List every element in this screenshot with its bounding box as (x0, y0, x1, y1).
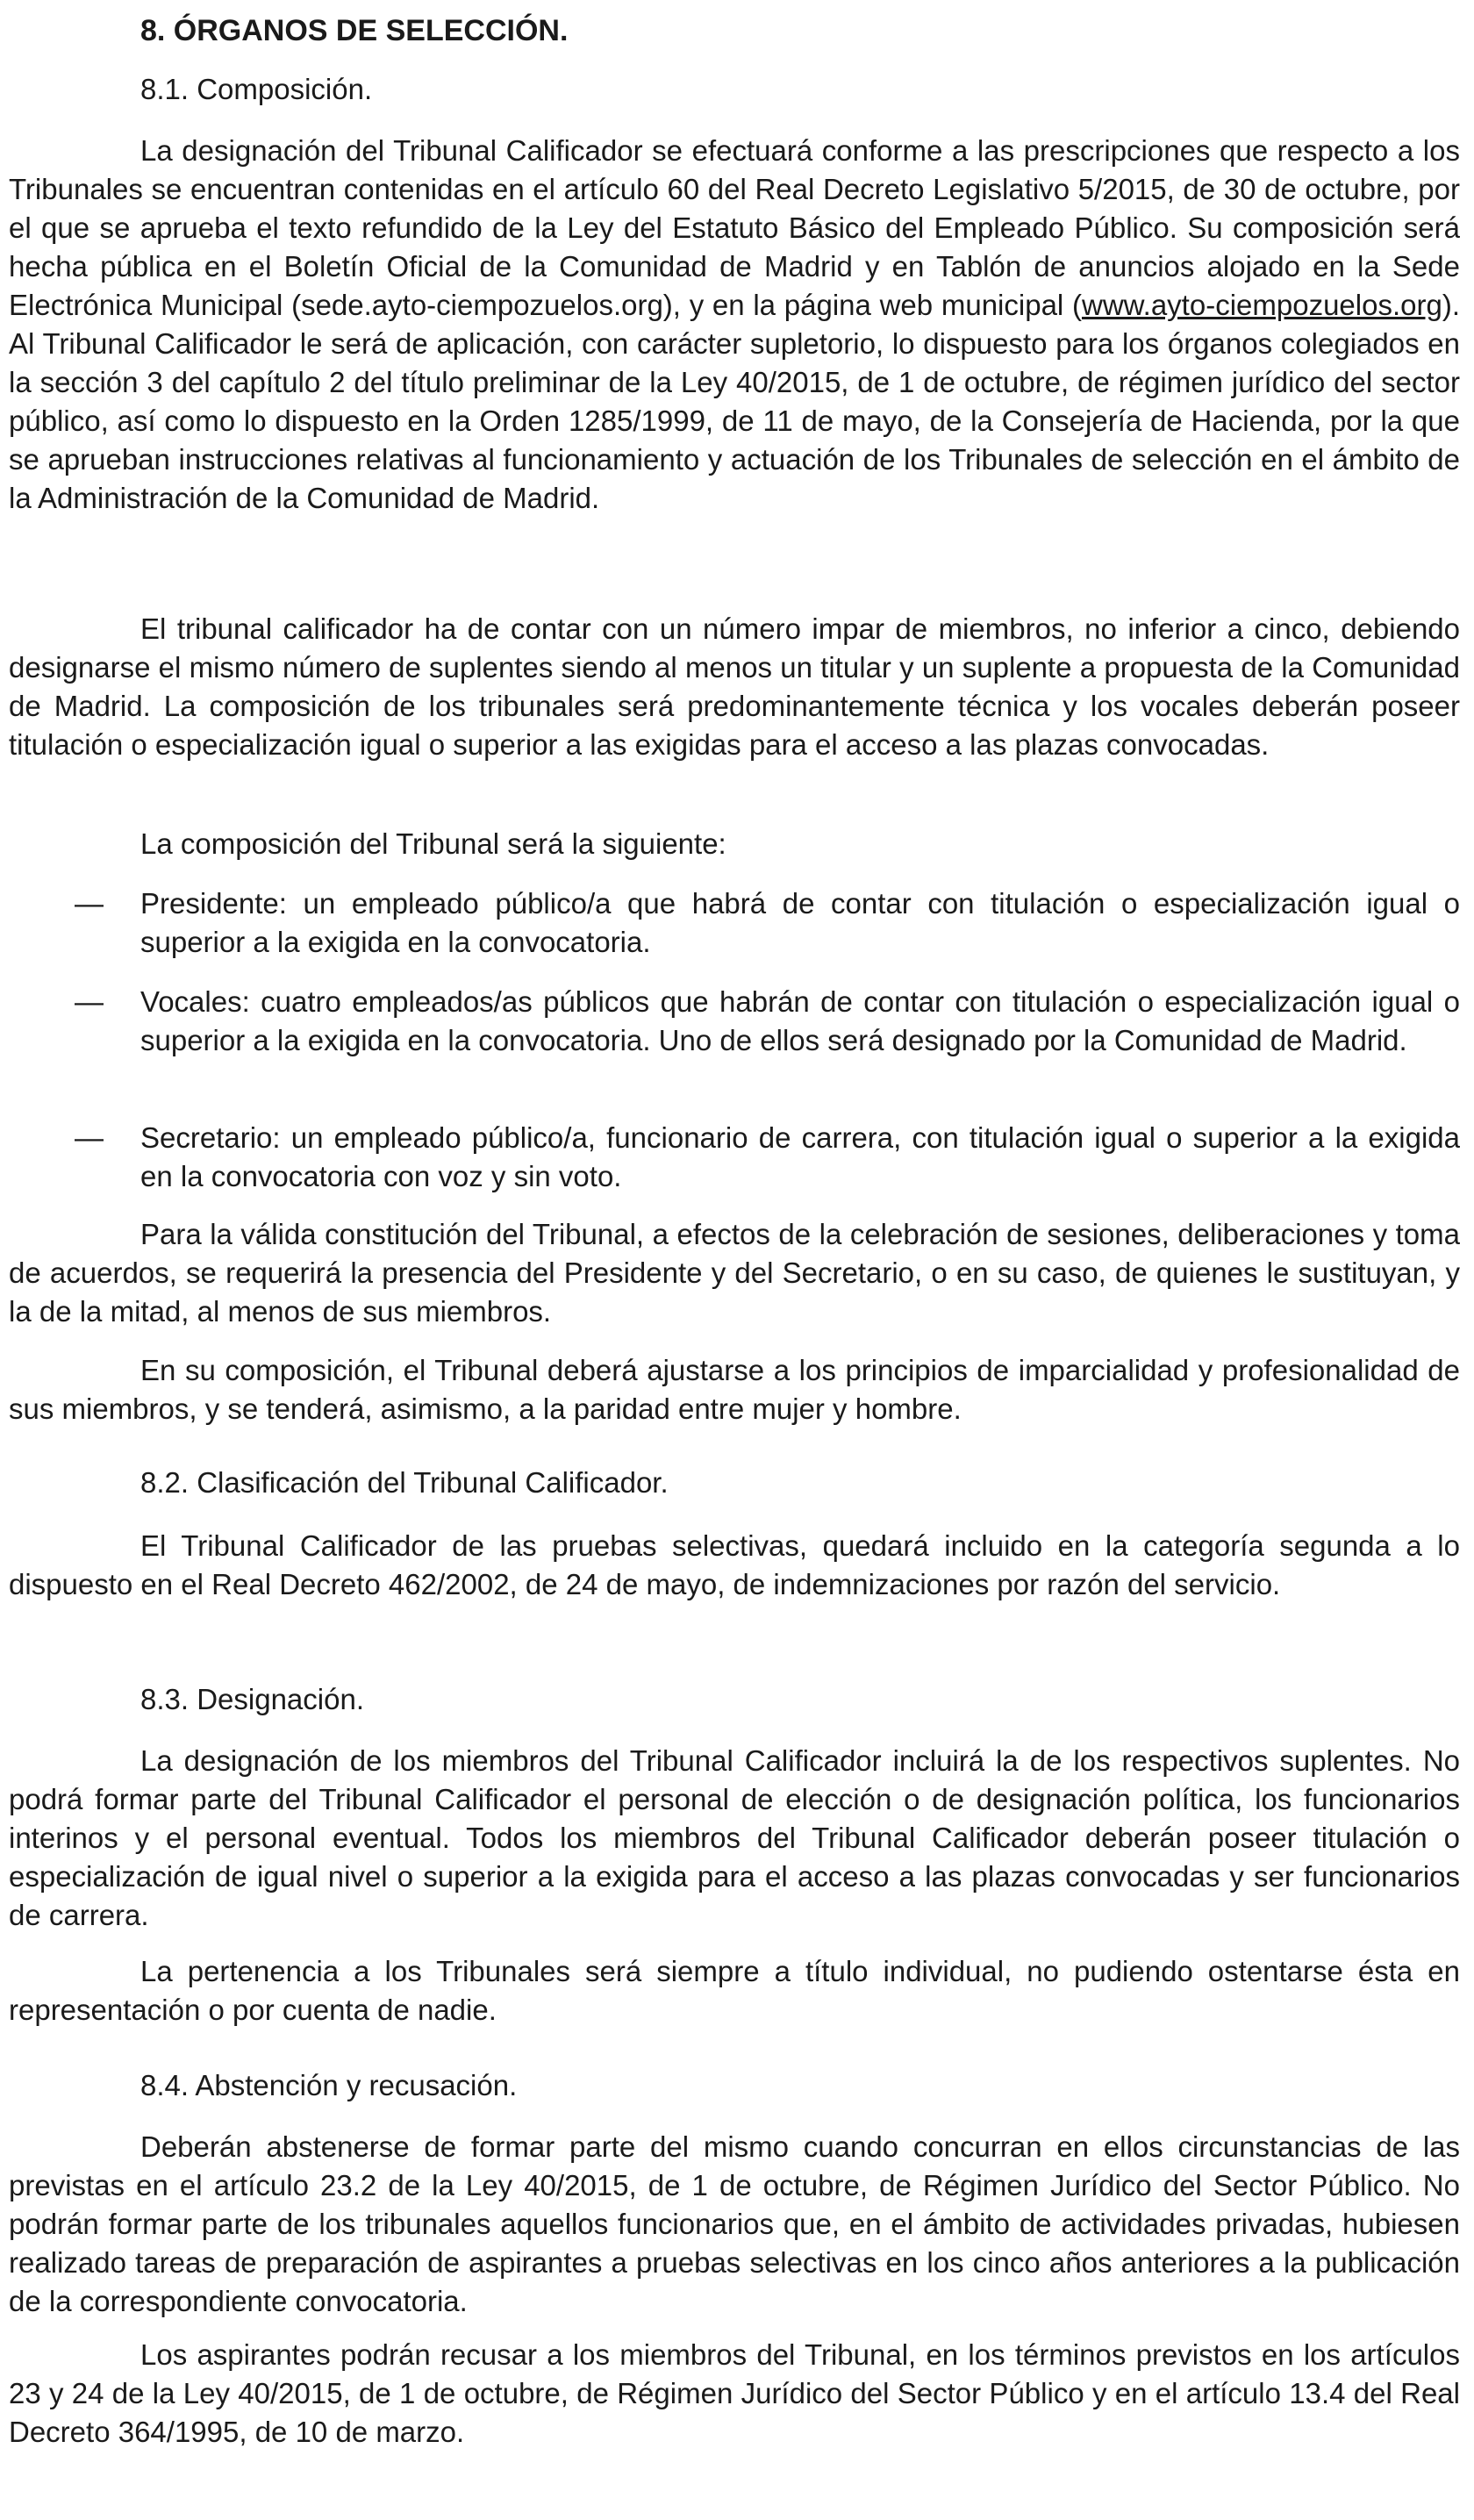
list-item-vocales (9, 983, 1460, 1060)
paragraph-text: La designación del Tribunal Calificador se efectuará conforme a las prescripciones que respecto a los Tribunales se encuentran contenidas en el artículo 60 del Real Decreto Legislativo 5/2015, de 30 de octubre, por el que se aprueba el texto refundido de la Ley del Estatuto Básico del Empleado Público. Su composición será hecha pública en el Boletín Oficial de la Comunidad de Madrid y en Tablón de anuncios alojado en la Sede Electrónica Municipal (sede.ayto-ciempozuelos.org), y en la página web municipal ( (9, 134, 1460, 321)
subsection-title-8-3: 8.3. Designación. (140, 1683, 364, 1715)
paragraph-8-1-designation (9, 132, 1460, 518)
subsection-title-8-4: 8.4. Abstención y recusación. (140, 2069, 518, 2101)
dash-bullet: — (75, 985, 104, 1018)
list-item-text: Vocales: cuatro empleados/as públicos que habrán de contar con titulación o especialización igual o superior a la exigida en la convocatoria. Uno de ellos será designado por la Comunidad de Madrid. (140, 985, 1460, 1056)
subsection-title-8-1: 8.1. Composición. (140, 73, 373, 105)
municipal-website-link[interactable]: www.ayto-ciempozuelos.org (1081, 289, 1442, 321)
list-item-text: Secretario: un empleado público/a, funcionario de carrera, con titulación igual o superior a la exigida en la convocatoria con voz y sin voto. (140, 1121, 1460, 1192)
paragraph-8-4-recusation: Los aspirantes podrán recusar a los miembros del Tribunal, en los términos previstos en los artículos 23 y 24 de la Ley 40/2015, de 1 de octubre, de Régimen Jurídico del Sector Público y en el artículo 13.4 del Real Decreto 364/1995, de 10 de marzo. (9, 2338, 1460, 2448)
paragraph-8-1-members: El tribunal calificador ha de contar con un número impar de miembros, no inferior a cinco, debiendo designarse el mismo número de suplentes siendo al menos un titular y un suplente a propuesta de la Comunidad de Madrid. La composición de los tribunales será predominantemente técnica y los vocales deberán poseer titulación o especialización igual o superior a las exigidas para el acceso a las plazas convocadas. (9, 612, 1460, 761)
list-item-president (9, 884, 1460, 962)
paragraph-8-3-designation: La designación de los miembros del Tribunal Calificador incluirá la de los respectivos suplentes. No podrá formar parte del Tribunal Calificador el personal de elección o de designación política, los funcionarios interinos y el personal eventual. Todos los miembros del Tribunal Calificador deberán poseer titulación o especialización de igual nivel o superior a la exigida para el acceso a las plazas convocadas y ser funcionarios de carrera. (9, 1744, 1460, 1931)
subsection-title-8-2: 8.2. Clasificación del Tribunal Calificador. (140, 1466, 669, 1499)
paragraph-8-4-abstention: Deberán abstenerse de formar parte del mismo cuando concurran en ellos circunstancias de las previstas en el artículo 23.2 de la Ley 40/2015, de 1 de octubre, de Régimen Jurídico del Sector Público. No podrán formar parte de los tribunales aquellos funcionarios que, en el ámbito de actividades privadas, hubiesen realizado tareas de preparación de aspirantes a pruebas selectivas en los cinco años anteriores a la publicación de la correspondiente convocatoria. (9, 2130, 1460, 2317)
dash-bullet: — (75, 887, 104, 920)
paragraph-8-2-classification: El Tribunal Calificador de las pruebas selectivas, quedará incluido en la categoría segunda a lo dispuesto en el Real Decreto 462/2002, de 24 de mayo, de indemnizaciones por razón del servicio. (9, 1529, 1460, 1600)
paragraph-text: ). Al Tribunal Calificador le será de aplicación, con carácter supletorio, lo dispuesto para los órganos colegiados en la sección 3 del capítulo 2 del título preliminar de la Ley 40/2015, de 1 de octubre, de régimen jurídico del sector público, así como lo dispuesto en la Orden 1285/1999, de 11 de mayo, de la Consejería de Hacienda, por la que se aprueban instrucciones relativas al funcionamiento y actuación de los Tribunales de selección en el ámbito de la Administración de la Comunidad de Madrid. (9, 289, 1460, 514)
section-heading: 8. ÓRGANOS DE SELECCIÓN. (140, 14, 569, 47)
list-item-text: Presidente: un empleado público/a que habrá de contar con titulación o especialización igual o superior a la exigida en la convocatoria. (140, 887, 1460, 958)
paragraph-8-1-constitution: Para la válida constitución del Tribunal, a efectos de la celebración de sesiones, deliberaciones y toma de acuerdos, se requerirá la presencia del Presidente y del Secretario, o en su caso, de quienes le sustituyan, y la de la mitad, al menos de sus miembros. (9, 1218, 1460, 1328)
list-item-secretario (9, 1119, 1460, 1196)
dash-bullet: — (75, 1121, 104, 1154)
paragraph-8-1-composition-intro: La composición del Tribunal será la siguiente: (140, 827, 726, 860)
paragraph-8-1-parity: En su composición, el Tribunal deberá ajustarse a los principios de imparcialidad y profesionalidad de sus miembros, y se tenderá, asimismo, a la paridad entre mujer y hombre. (9, 1354, 1460, 1425)
paragraph-8-3-individual: La pertenencia a los Tribunales será siempre a título individual, no pudiendo ostentarse ésta en representación o por cuenta de nadie. (9, 1955, 1460, 2026)
